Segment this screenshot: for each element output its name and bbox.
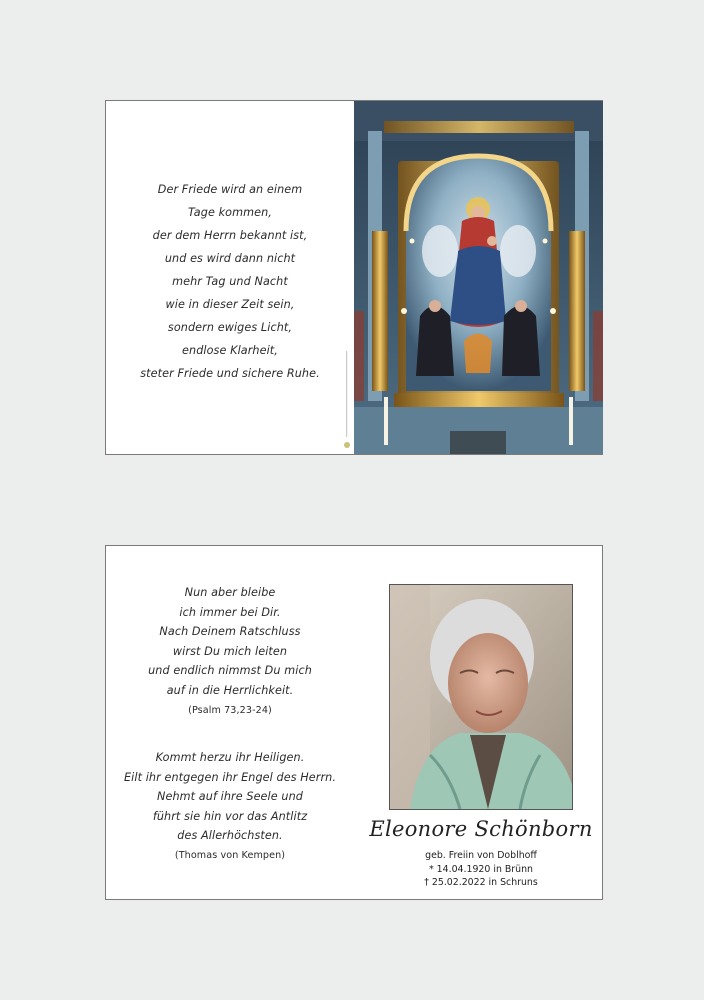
quote-line: führt sie hin vor das Antlitz — [152, 809, 308, 823]
quote-line: Nun aber bleibe — [184, 586, 276, 599]
photo-credit-mark — [342, 351, 352, 451]
poem-line: wie in dieser Zeit sein, — [165, 298, 295, 311]
quote-line: Kommt herzu ihr Heiligen. — [155, 751, 305, 764]
quote-line: ich immer bei Dir. — [179, 605, 281, 619]
quote-source: (Thomas von Kempen) — [174, 849, 286, 861]
poem-line: der dem Herrn bekannt ist, — [152, 229, 308, 242]
life-dates — [356, 849, 606, 890]
poem-line: endlose Klarheit, — [182, 344, 278, 357]
poem-line: Tage kommen, — [188, 206, 272, 219]
quote-source: (Psalm 73,23-24) — [188, 704, 272, 716]
death-date: † 25.02.2022 in Schruns — [424, 877, 538, 889]
poem-line: sondern ewiges Licht, — [167, 321, 293, 334]
poem-line: Der Friede wird an einem — [157, 183, 303, 196]
quote-line: Nach Deinem Ratschluss — [159, 625, 301, 639]
quote-line: des Allerhöchsten. — [177, 829, 283, 843]
deceased-name: Eleonore Schönborn — [369, 817, 593, 841]
quote-line: Nehmt auf ihre Seele und — [157, 790, 303, 804]
poem-line: mehr Tag und Nacht — [172, 275, 288, 288]
poem — [106, 178, 354, 385]
poem-line: und es wird dann nicht — [164, 252, 296, 265]
quote-line: wirst Du mich leiten — [172, 644, 288, 658]
memorial-card-front — [105, 100, 603, 455]
quote-line: Eilt ihr entgegen ihr Engel des Herrn. — [123, 770, 337, 784]
memorial-card-back — [105, 545, 603, 900]
birth-name: geb. Freiin von Doblhoff — [425, 850, 537, 861]
psalm-quote — [106, 583, 354, 720]
kempen-quote — [106, 748, 354, 866]
altar-image — [354, 101, 603, 454]
portrait-photo — [389, 584, 573, 810]
quote-line: auf in die Herrlichkeit. — [166, 683, 294, 697]
birth-date: * 14.04.1920 in Brünn — [429, 863, 533, 875]
poem-line: steter Friede und sichere Ruhe. — [140, 367, 320, 380]
quote-line: und endlich nimmst Du mich — [148, 664, 312, 678]
